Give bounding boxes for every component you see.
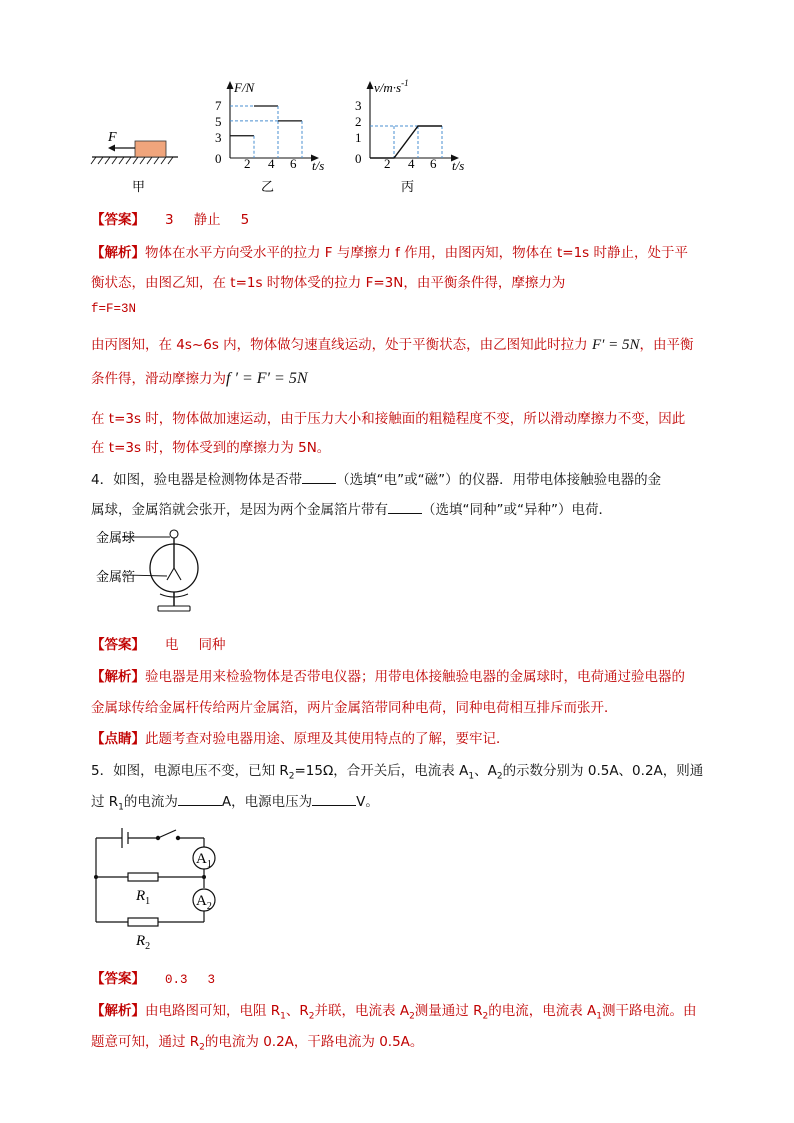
q4-stem-line [91,498,612,518]
q4-note-line [91,727,510,747]
answer-tag: 【答案】 [91,212,145,228]
answer-blank [388,513,422,514]
bing-ytick: 0 [355,151,362,166]
figure-jia [91,130,178,195]
note-tag: 【点睛】 [91,731,145,747]
q4-answer [91,633,226,653]
q5-text: =15Ω，合开关后，电流表 A [294,763,469,779]
bing-series-line [370,126,442,158]
q4-text: （选填“同种”或“异种”）电荷． [422,502,612,518]
subscript: 2 [199,1042,205,1053]
answer-value: 3 [207,973,216,987]
analysis-text: 物体在水平方向受水平的拉力 F 与摩擦力 f 作用，由图丙知，物体在 t=1s 时静止，处于平 [145,245,688,261]
answer-tag: 【答案】 [91,637,145,653]
force-label: F [108,130,117,145]
subscript: 1 [118,802,124,813]
resistor-r2 [128,918,158,926]
q5-stem-line [91,790,379,813]
switch-blade [158,830,176,838]
q5-text: 、A [474,763,497,779]
analysis-text: 题意可知，通过 R [91,1034,200,1050]
q4-text: 4．如图，验电器是检测物体是否带 [91,472,303,488]
answer-blank [302,483,336,484]
analysis-text: 测干路电流。由 [601,1003,697,1019]
yi-ylabel: F/N [234,80,255,95]
yi-xtick: 4 [268,156,275,171]
analysis-text: 的电流，电流表 A [488,1003,597,1019]
bing-ylabel-sup: -1 [401,78,409,88]
analysis-text: 测量通过 R [414,1003,483,1019]
q5-answer [91,967,215,987]
analysis-text: ，由平衡 [639,337,694,353]
answer-blank [312,805,356,806]
q4-text: （选填“电”或“磁”）的仪器．用带电体接触验电器的金 [336,472,662,488]
q5-text: V。 [356,794,379,810]
bing-xtick: 2 [384,156,391,171]
caption-yi: 乙 [261,180,275,195]
bing-ytick: 3 [355,98,362,113]
label-metal-foil: 金属箔 [96,570,136,585]
analysis-tag: 【解析】 [91,1003,145,1019]
analysis-text: 由电路图可知，电阻 R [145,1003,281,1019]
analysis-text: 由丙图知，在 4s~6s 内，物体做匀速直线运动，处于平衡状态，由乙图知此时拉力 [91,337,588,353]
caption-jia: 甲 [132,180,146,195]
bing-xtick: 6 [430,156,437,171]
metal-ball [170,530,178,538]
yi-xtick: 6 [290,156,297,171]
answer-value: 3 [165,212,174,228]
yi-xtick: 2 [244,156,251,171]
q4-analysis-line: 金属球传给金属杆传给两片金属箔，两片金属箔带同种电荷，同种电荷相互排斥而张开． [91,700,618,716]
q5-text: 的电流为 [123,794,178,810]
q5-text: A，电源电压为 [221,794,313,810]
q3-analysis-line: f=F=3N [91,302,137,316]
circuit-diagram [88,824,228,952]
q3-analysis-line [91,241,688,261]
answer-value: 5 [240,212,250,228]
q4-analysis-line [91,665,685,685]
formula: F′ = 5N [591,337,640,353]
label-r1: $R_1$ [136,888,151,907]
bing-xlabel: t/s [452,158,465,173]
q5-text: 5．如图，电源电压不变，已知 R [91,763,289,779]
bing-xtick: 4 [408,156,415,171]
answer-blank [178,805,222,806]
analysis-tag: 【解析】 [91,245,145,261]
answer-value: 电 [165,637,179,653]
caption-bing: 丙 [401,180,415,195]
q3-analysis-line: 在 t=3s 时，物体受到的摩擦力为 5N。 [91,440,331,456]
analysis-text: 验电器是用来检验物体是否带电仪器；用带电体接触验电器的金属球时，电荷通过验电器的 [145,669,685,685]
yi-ytick: 0 [215,151,222,166]
label-r2: $R_2$ [136,933,151,952]
resistor-r1 [128,873,158,881]
subscript: 2 [496,771,503,782]
label-metal-ball: 金属球 [96,531,136,546]
answer-tag: 【答案】 [91,971,145,987]
subscript: 1 [280,1011,286,1022]
subscript: 2 [482,1011,489,1022]
answer-value: 0.3 [165,973,188,987]
chart-bing [355,78,464,195]
subscript: 2 [409,1011,415,1022]
analysis-text: 的电流为 0.2A，干路电流为 0.5A。 [204,1034,424,1050]
q3-answer [91,208,249,228]
yi-ytick: 7 [215,98,222,113]
q5-text: 过 R [91,794,119,810]
q3-analysis-line: 在 t=3s 时，物体做加速运动，由于压力大小和接触面的粗糙程度不变，所以滑动摩擦力不变，因此 [91,411,686,427]
analysis-text: 、R [285,1003,309,1019]
subscript: 1 [468,771,475,782]
q5-analysis-line [91,999,696,1022]
q5-text: 的示数分别为 0.5A、0.2A，则通 [502,763,704,779]
yi-xlabel: t/s [312,158,325,173]
figure-force-graphs [88,78,488,203]
q3-analysis-line [91,333,694,354]
analysis-tag: 【解析】 [91,669,145,685]
yi-ytick: 5 [215,114,222,129]
answer-value: 静止 [193,212,221,228]
subscript: 2 [288,771,295,782]
chart-yi [215,80,324,195]
answer-value: 同种 [198,637,226,653]
note-text: 此题考查对验电器用途、原理及其使用特点的了解，要牢记． [145,731,510,747]
q3-analysis-line [91,367,307,388]
label-a2: $A_2$ [196,893,212,912]
formula: f ′ = F′ = 5N [226,370,308,387]
block [135,141,166,157]
q5-analysis-line [91,1030,423,1053]
bing-ytick: 2 [355,114,362,129]
analysis-text: 条件得，滑动摩擦力为 [91,371,226,387]
analysis-text: 并联，电流表 A [314,1003,410,1019]
q4-stem-line [91,468,661,488]
bing-ylabel: $v/m\cdot s^{-1}$ [374,78,409,95]
q4-text: 属球，金属箔就会张开，是因为两个金属箔片带有 [91,502,388,518]
subscript: 2 [308,1011,315,1022]
yi-ytick: 3 [215,130,222,145]
bing-ytick: 1 [355,130,362,145]
label-a1: $A_1$ [196,851,212,870]
q3-analysis-line: 衡状态，由图乙知，在 t=1s 时物体受的拉力 F=3N，由平衡条件得，摩擦力为 [91,275,566,291]
subscript: 1 [596,1011,602,1022]
q5-stem-line [91,759,703,782]
electroscope-figure [88,524,228,624]
